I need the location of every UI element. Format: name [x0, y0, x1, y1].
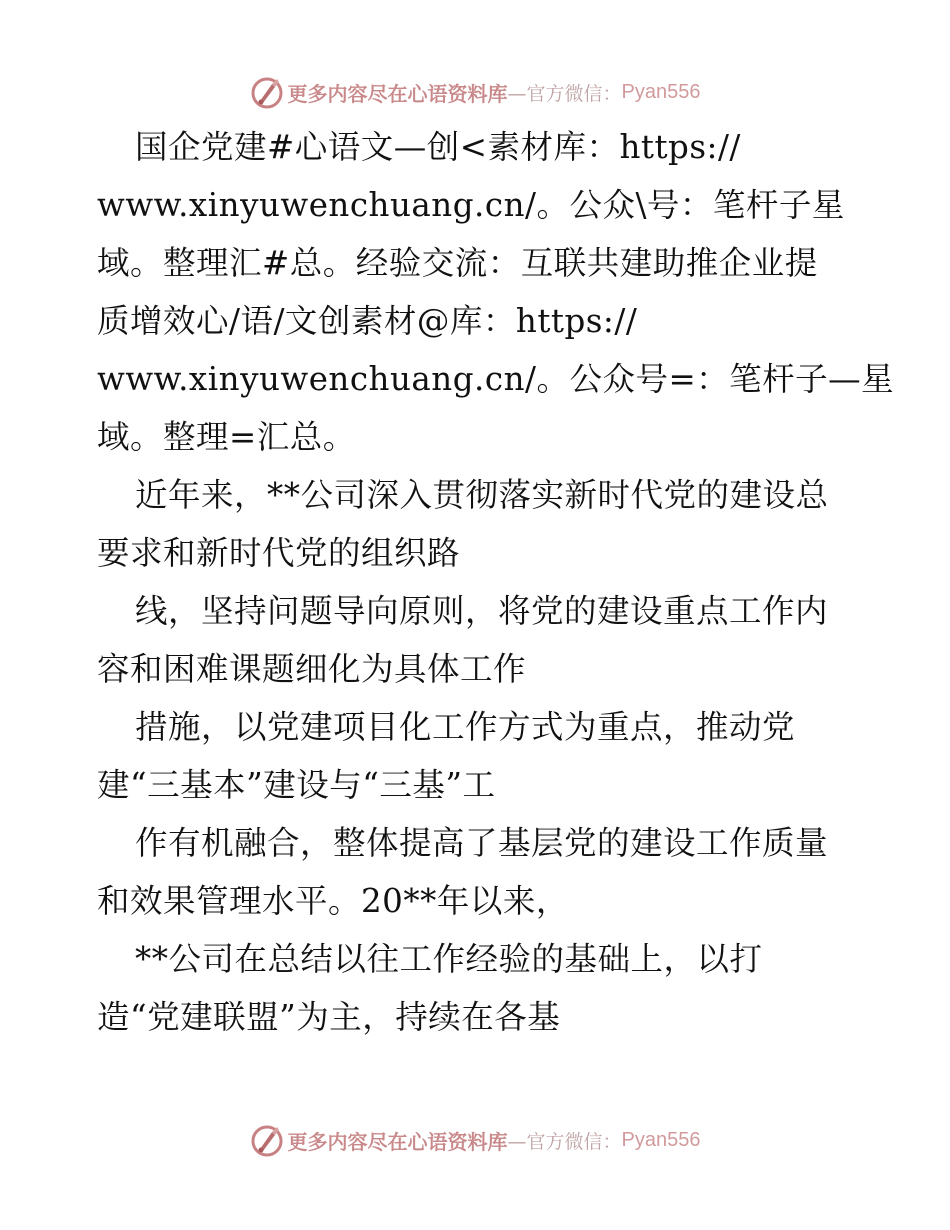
body-line: 建“三基本”建设与“三基”工	[97, 766, 496, 804]
body-line: 措施，以党建项目化工作方式为重点，推动党	[135, 708, 796, 746]
quill-ink-logo-icon	[250, 1123, 284, 1157]
watermark-wechat-id: Pyan556	[621, 80, 701, 103]
body-line: 线，坚持问题导向原则，将党的建设重点工作内	[135, 592, 829, 630]
document-body	[97, 118, 895, 1046]
quill-ink-logo-icon	[250, 75, 284, 109]
body-line: www.xinyuwenchuang.cn/。公众号=：笔杆子—星	[97, 360, 895, 398]
body-line: **公司在总结以往工作经验的基础上，以打	[135, 940, 763, 978]
body-line: 要求和新时代党的组织路	[97, 534, 461, 572]
body-line: www.xinyuwenchuang.cn/。公众\号：笔杆子星	[97, 186, 845, 224]
body-line: 国企党建#心语文—创<素材库：https://	[135, 128, 741, 166]
body-line: 近年来，**公司深入贯彻落实新时代党的建设总	[135, 476, 829, 514]
watermark-separator: —官方微信：	[507, 82, 622, 105]
watermark-wechat-id: Pyan556	[621, 1128, 701, 1151]
body-line: 容和困难课题细化为具体工作	[97, 650, 527, 688]
body-line: 和效果管理水平。20**年以来，	[97, 882, 569, 920]
header-watermark	[0, 72, 950, 112]
watermark-separator: —官方微信：	[507, 1130, 622, 1153]
body-line: 域。整理=汇总。	[97, 418, 356, 456]
body-line: 域。整理汇#总。经验交流：互联共建助推企业提	[97, 244, 818, 282]
watermark-text: 更多内容尽在心语资料库	[287, 81, 508, 106]
body-line: 质增效心/语/文创素材@库：https://	[97, 302, 638, 340]
footer-watermark	[0, 1120, 950, 1160]
body-line: 作有机融合，整体提高了基层党的建设工作质量	[135, 824, 829, 862]
watermark-text: 更多内容尽在心语资料库	[287, 1129, 508, 1154]
body-line: 造“党建联盟”为主，持续在各基	[97, 998, 561, 1036]
